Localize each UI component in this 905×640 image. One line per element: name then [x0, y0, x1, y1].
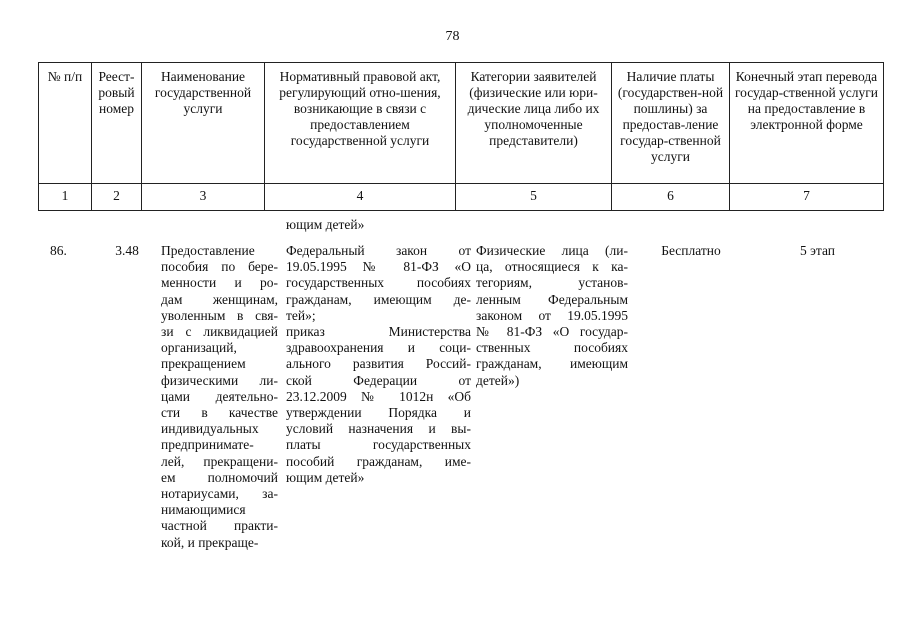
text-line: ального развития Россий- [286, 356, 471, 372]
col-header-stage: Конечный этап перевода государ-ственной услуги на предоставление в электронной форме [730, 63, 884, 184]
text-line: законом от 19.05.1995 [476, 307, 628, 323]
text-line: нотариусами, за- [161, 486, 278, 502]
header-row [39, 63, 884, 184]
text-line: индивидуальных [161, 421, 259, 437]
text-line: гражданам, имеющим [476, 356, 628, 372]
text-line: уволенным в свя- [161, 307, 278, 323]
fee-cell: Бесплатно [661, 243, 721, 258]
text-line: ленным Федеральным [476, 291, 628, 307]
text-line: цами деятельно- [161, 388, 278, 404]
text-line: пособия по бере- [161, 259, 278, 275]
col-number: 5 [456, 184, 612, 211]
text-line: организаций, [161, 340, 237, 356]
text-line: 19.05.1995 № 81-ФЗ «О [286, 259, 471, 275]
text-line: зи с ликвидацией [161, 324, 278, 340]
text-line: № 81-ФЗ «О государ- [476, 324, 628, 340]
text-line: здравоохранения и соци- [286, 340, 471, 356]
text-line: Федеральный закон от [286, 243, 471, 258]
text-line: дам женщинам, [161, 291, 278, 307]
header-table [38, 62, 884, 211]
text-line: менности и ро- [161, 275, 278, 291]
col-header-applicants: Категории заявителей (физические или юри-дические лица либо их уполномоченные представители) [456, 63, 612, 184]
col-number: 4 [265, 184, 456, 211]
text-line: утверждении Порядка и [286, 405, 471, 421]
applicant-category-cell [476, 243, 628, 389]
row-number: 86. [50, 243, 67, 258]
col-number: 7 [730, 184, 884, 211]
col-number: 1 [39, 184, 92, 211]
col-number: 6 [612, 184, 730, 211]
text-line: ца, относящиеся к ка- [476, 259, 628, 275]
continuation-text: ющим детей» [286, 217, 365, 232]
text-line: ской Федерации от [286, 372, 471, 388]
text-line: ственных пособиях [476, 340, 628, 356]
text-line: тегориям, установ- [476, 275, 628, 291]
text-line: ющим детей» [286, 469, 365, 485]
col-number: 3 [142, 184, 265, 211]
col-header-registry: Реест-ровый номер [92, 63, 142, 184]
text-line: Физические лица (ли- [476, 243, 628, 258]
page-number: 78 [445, 29, 460, 44]
final-stage-cell: 5 этап [799, 243, 836, 258]
registry-number: 3.48 [115, 243, 139, 258]
col-header-service-name: Наименование государственной услуги [142, 63, 265, 184]
text-line: Предоставление [161, 243, 255, 258]
text-line: детей») [476, 372, 520, 388]
text-line: физическими ли- [161, 372, 278, 388]
text-line: ем полномочий [161, 469, 278, 485]
text-line: гражданам, имеющим де- [286, 291, 471, 307]
col-header-fee: Наличие платы (государствен-ной пошлины) за предостав-ление государ-ственной услуги [612, 63, 730, 184]
text-line: условий назначения и вы- [286, 421, 471, 437]
text-line: тей»; [286, 307, 316, 323]
col-header-legal-act: Нормативный правовой акт, регулирующий отно-шения, возникающие в связи с предоставлением государственной услуги [265, 63, 456, 184]
text-line: пособий гражданам, име- [286, 453, 471, 469]
text-line: кой, и прекраще- [161, 534, 259, 550]
col-number: 2 [92, 184, 142, 211]
text-line: частной практи- [161, 518, 278, 534]
text-line: приказ Министерства [286, 324, 471, 340]
text-line: сти в качестве [161, 405, 278, 421]
legal-act-cell [286, 243, 471, 486]
text-line: лей, прекращени- [161, 453, 278, 469]
text-line: нимающимися [161, 502, 246, 518]
service-name-cell [161, 243, 278, 551]
col-header-number: № п/п [39, 63, 92, 184]
text-line: предпринимате- [161, 437, 254, 453]
text-line: государственных пособиях [286, 275, 471, 291]
text-line: 23.12.2009 № 1012н «Об [286, 388, 471, 404]
text-line: прекращением [161, 356, 246, 372]
text-line: платы государственных [286, 437, 471, 453]
column-number-row [39, 184, 884, 211]
